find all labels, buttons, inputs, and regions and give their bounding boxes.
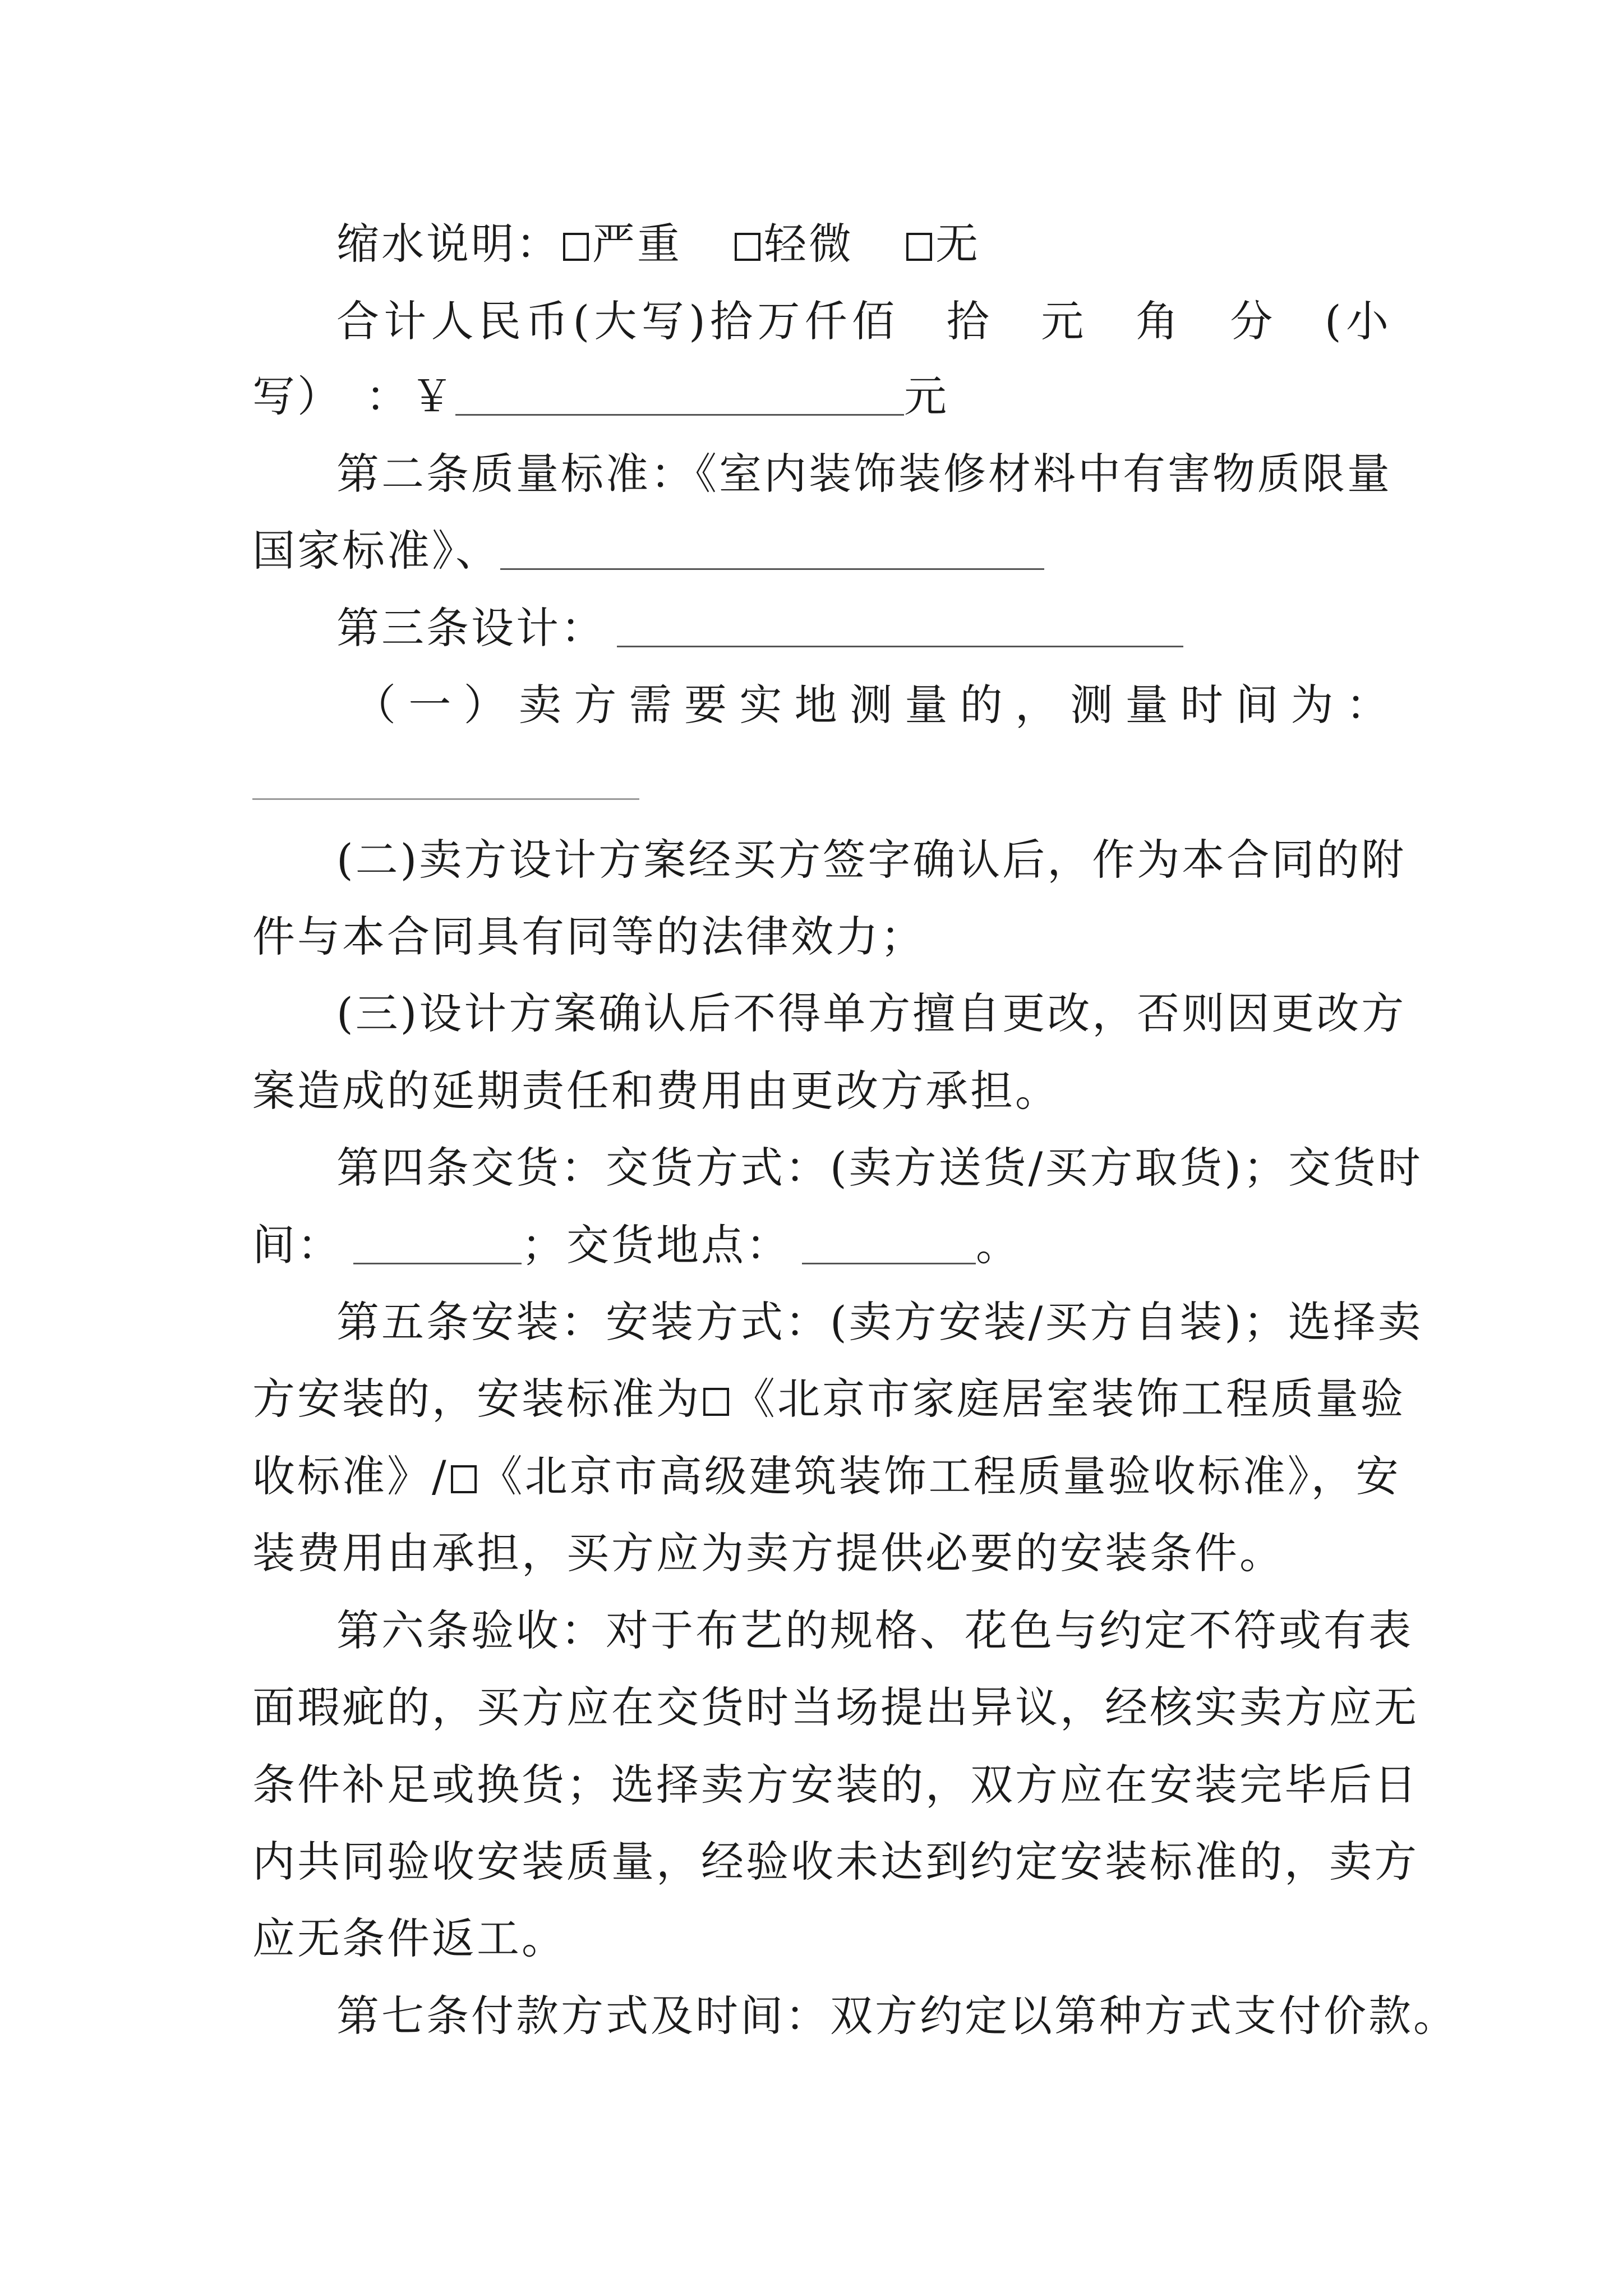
checkbox-advanced-standard[interactable] (451, 1465, 477, 1493)
delivery-time-label: 间： (252, 1220, 342, 1270)
article-3-item-3-line-1: (三)设计方案确认后不得单方擅自更改，否则因更改方 (336, 988, 1407, 1038)
total-unit: 元 (904, 371, 949, 421)
article-5-line-1: 第五条安装：安装方式：(卖方安装/买方自装)；选择卖 (336, 1297, 1423, 1347)
delivery-place-label: ；交货地点： (522, 1220, 791, 1270)
article-6-line-2: 面瑕疵的，买方应在交货时当场提出异议，经核实卖方应无 (252, 1682, 1419, 1732)
advanced-standard-text: 《北京市高级建筑装饰工程质量验收标准》，安 (479, 1451, 1401, 1501)
article-2-line-1: 第二条质量标准：《室内装饰装修材料中有害物质限量 (336, 449, 1392, 499)
article-2-text: 国家标准》、 (252, 526, 500, 576)
total-small-label: 写） ：￥ (252, 371, 455, 421)
article-6-line-5: 应无条件返工。 (252, 1913, 566, 1963)
measure-time-blank[interactable] (252, 798, 639, 800)
delivery-time-blank[interactable] (353, 1222, 522, 1264)
delivery-end: 。 (976, 1220, 1021, 1270)
article-2-line-2 (252, 523, 1391, 579)
article-4-line-2 (252, 1217, 1391, 1273)
total-amount-blank[interactable] (455, 374, 904, 416)
home-standard-end: 收标准》/ (252, 1451, 449, 1501)
article-3-title: 第三条设计： (336, 603, 606, 653)
total-amount-line-2 (252, 369, 1391, 425)
article-3-item-1: （一）卖方需要实地测量的，测量时间为： (353, 680, 1391, 730)
total-amount-line-1: 合计人民币(大写)拾万仟佰 拾 元 角 分 (小 (336, 296, 1391, 346)
install-standard-label: 方安装的，安装标准为 (252, 1374, 701, 1424)
shrink-option-none: 无 (935, 219, 980, 269)
article-6-line-1: 第六条验收：对于布艺的规格、花色与约定不符或有表 (336, 1605, 1413, 1655)
checkbox-none[interactable] (906, 233, 932, 261)
article-5-line-2 (252, 1371, 1405, 1427)
article-6-line-4: 内共同验收安装质量，经验收未达到约定安装标准的，卖方 (252, 1837, 1419, 1887)
home-standard-text: 《北京市家庭居室装饰工程质量验 (732, 1374, 1405, 1424)
design-blank[interactable] (617, 605, 1183, 647)
article-7-line-1: 第七条付款方式及时间：双方约定以第种方式支付价款。 (336, 1991, 1458, 2041)
article-4-line-1: 第四条交货：交货方式：(卖方送货/买方取货)；交货时 (336, 1143, 1423, 1193)
article-5-line-4: 装费用由承担，买方应为卖方提供必要的安装条件。 (252, 1528, 1284, 1578)
checkbox-severe[interactable] (563, 233, 589, 261)
article-3-item-3-line-2: 案造成的延期责任和费用由更改方承担。 (252, 1066, 1060, 1116)
checkbox-slight[interactable] (735, 233, 760, 261)
article-3-item-2-line-1: (二)卖方设计方案经买方签字确认后，作为本合同的附 (336, 835, 1407, 885)
article-6-line-3: 条件补足或换货；选择卖方安装的，双方应在安装完毕后日 (252, 1760, 1419, 1810)
article-3-title-line (336, 600, 1391, 656)
delivery-place-blank[interactable] (802, 1222, 976, 1264)
article-5-line-3 (252, 1448, 1401, 1504)
shrink-option-slight: 轻微 (764, 219, 854, 269)
checkbox-home-standard[interactable] (703, 1388, 729, 1416)
article-3-item-2-line-2: 件与本合同具有同等的法律效力； (252, 912, 925, 961)
shrink-option-severe: 严重 (592, 219, 682, 269)
shrink-label: 缩水说明： (336, 219, 561, 269)
quality-standard-blank[interactable] (500, 528, 1044, 570)
shrink-line (336, 216, 1391, 272)
